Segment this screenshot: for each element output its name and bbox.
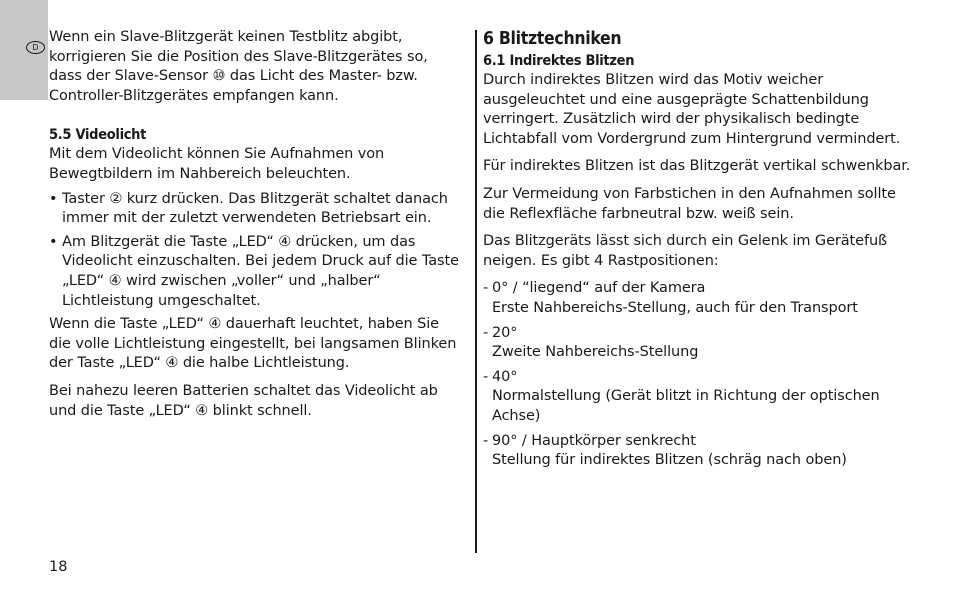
chapter-title: 6 Blitztechniken bbox=[483, 29, 622, 49]
position-desc: Erste Nahbereichs-Stellung, auch für den Transport bbox=[492, 299, 858, 316]
detent-paragraph: Das Blitzgeräts lässt sich durch ein Gelenk im Gerätefuß neigen. Es gibt 4 Rastpositionen: bbox=[483, 233, 888, 269]
position-angle: 40° bbox=[492, 368, 518, 385]
slave-intro-paragraph: Wenn ein Slave-Blitzgerät keinen Testblitz abgibt, korrigieren Sie die Position des Slave-Blitzgerätes so, dass der Slave-Sensor ⑩ das Licht des Master- bzw. Controller-Blitzgerätes empfangen kann. bbox=[49, 29, 428, 104]
bullet-item: • Taster ② kurz drücken. Das Blitzgerät schaltet danach immer mit der zuletzt verwendeten Betriebsart ein. bbox=[49, 190, 464, 229]
position-item: - 90° / Hauptkörper senkrecht Stellung für indirektes Blitzen (schräg nach oben) bbox=[483, 432, 913, 471]
detent-positions bbox=[483, 279, 913, 470]
position-angle: 90° / Hauptkörper senkrecht bbox=[492, 432, 696, 449]
left-column bbox=[49, 28, 464, 421]
language-tab bbox=[0, 0, 48, 100]
section-title-indirektes-blitzen: 6.1 Indirektes Blitzen bbox=[483, 53, 635, 69]
column-divider bbox=[475, 30, 477, 553]
position-item: - 0° / “liegend“ auf der Kamera Erste Nahbereichs-Stellung, auch für den Transport bbox=[483, 279, 913, 318]
color-cast-paragraph: Zur Vermeidung von Farbstichen in den Aufnahmen sollte die Reflexfläche farbneutral bzw. weiß sein. bbox=[483, 185, 896, 222]
position-item: - 40° Normalstellung (Gerät blitzt in Richtung der optischen Achse) bbox=[483, 368, 913, 427]
position-desc: Zweite Nahbereichs-Stellung bbox=[492, 344, 699, 361]
position-angle: 20° bbox=[492, 324, 518, 341]
battery-low-paragraph: Bei nahezu leeren Batterien schaltet das Videolicht ab und die Taste „LED“ ④ blinkt schnell. bbox=[49, 382, 438, 419]
position-desc: Normalstellung (Gerät blitzt in Richtung der optischen Achse) bbox=[492, 388, 880, 424]
bullet-item: • Am Blitzgerät die Taste „LED“ ④ drücken, um das Videolicht einzuschalten. Bei jedem Druck auf die Taste „LED“ ④ wird zwischen „voller“ und „halber“ Lichtleistung umgeschaltet. bbox=[49, 233, 464, 311]
page-number: 18 bbox=[49, 559, 68, 575]
position-angle: 0° / “liegend“ auf der Kamera bbox=[492, 280, 706, 297]
tilt-paragraph: Für indirektes Blitzen ist das Blitzgerät vertikal schwenkbar. bbox=[483, 158, 911, 175]
led-steady-paragraph: Wenn die Taste „LED“ ④ dauerhaft leuchtet, haben Sie die volle Lichtleistung eingestellt, bei langsamen Blinken der Taste „LED“ ④ die halbe Lichtleistung. bbox=[49, 316, 457, 372]
videolicht-steps bbox=[49, 190, 464, 312]
indirect-intro-paragraph: Durch indirektes Blitzen wird das Motiv weicher ausgeleuchtet und eine ausgeprägte Schattenbildung verringert. Zusätzlich wird der physikalisch bedingte Lichtabfall vom Vordergrund zum Hintergrund vermindert. bbox=[483, 72, 901, 147]
right-column bbox=[483, 28, 913, 476]
language-badge: D bbox=[26, 41, 45, 54]
section-title-videolicht: 5.5 Videolicht bbox=[49, 127, 147, 144]
position-item: - 20° Zweite Nahbereichs-Stellung bbox=[483, 324, 913, 363]
position-desc: Stellung für indirektes Blitzen (schräg nach oben) bbox=[492, 452, 847, 469]
videolicht-intro: Mit dem Videolicht können Sie Aufnahmen von Bewegtbildern im Nahbereich beleuchten. bbox=[49, 146, 385, 182]
